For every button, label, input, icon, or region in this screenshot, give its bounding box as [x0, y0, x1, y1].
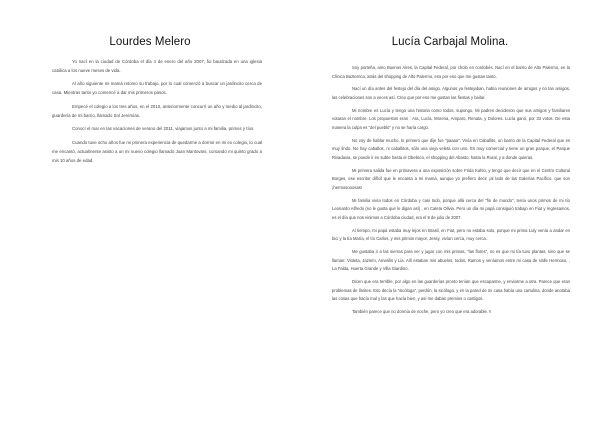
left-paragraph-3: Empecé el colegio a los tres años, en el 2010, anteriormente concurrí un año y medio al jardincito, guardería de mi barrio, llamado Sol Jeremías.: [52, 103, 262, 118]
right-page-title: Lucía Carbajal Molina.: [391, 36, 509, 48]
left-paragraph-2: Al año siguiente mi mamá retomo su trabajo, por lo cual comenzó a buscar un jardincito cerca de casa. Mientras tanto yo comencé a dar mis primeros pasos.: [52, 81, 262, 96]
right-paragraph-6: Mi familia vivía todos en Córdoba y casi todo, porque allá cerca del "fin de mundo", tenía unos primos de mi tío Leonardo Alfredo (no le gusta que le digan así) , en Caleta Olivia. Pero un día mi papá consiguió trabajo en Fiat y regresamos, es el día que nos vinimos a Córdoba ciudad, era el 9 de julio de 2007.: [332, 197, 570, 220]
left-paragraph-5: Cuando tuve ocho años fue mi primera experiencia de quedarme a dormir en mi ex colegio, lo cual me encantó, actualmente asisto a un mi nuevo colegio llamado Juan Mantovani, cursando mi quinto grado a mis 10 años de edad.: [52, 139, 262, 163]
right-paragraph-2: Nací un día antes del festejo del día del amigo. Algunos ya festejaban, había reuniones de amigos y no tan amigos, las celebraciones son a veces así. Creo que por eso me gustan las fiestas y bailar.: [332, 86, 570, 100]
right-paragraph-10: También parece que no dormía de noche, pero yo creo que era adorable. !!: [352, 308, 492, 314]
left-page-body: [52, 57, 262, 169]
right-page-body: [332, 64, 570, 321]
left-paragraph-4: Conocí el mar en las vacaciones de verano del 2011, viajamos junto a mi familia, primos y tíos.: [72, 126, 255, 132]
right-page: [300, 0, 600, 424]
right-paragraph-3: Mi nombre es Lucía y tengo una historia como todos, supongo. Mi padres decidieron que sus amigos y familiares votaran el nombre. Los propuestos eran : Ara, Lucía, Morena, Amparo, Renata, y Dolores. Lucía ganó, por 33 votos. De esta manera la culpa es "del pueblo" y no se haría cargo.: [332, 107, 570, 130]
right-paragraph-9: Dicen que era terrible, por algo en las guarderías pronto tenían que escaparme, y enviarme a otra. Parece que eran problemas de límites. Eso decía la "sicóloga", perdón, la sicóloga, y en la pared de mi casa había una cartulina, donde anotaba las cosas que hacía mal y las que hacía bien, y así me daban premios o castigos.: [332, 278, 570, 302]
right-paragraph-4: No voy de hablar mucho, lo primero que dije fue "paaaa", Vivía en Caballito, un barrio de la Capital Federal que es muy lindo. No hay caballos, ni caballitos, sólo una vieja veleta con uno. Es muy comercial y tiene un gran parque, el Parque Rivadavia, se puede ir en subte hasta el Obelisco, el shopping del Abasto, hasta la Rural, y a donde quieras.: [332, 137, 570, 160]
right-paragraph-5: Mi primera salida fue en primavera a una exposición sobre Frida Kahlo, y tengo que decir que en el Centro Cultural Borges, ese escritor difícil que le encanta a mi mamá, aunque yo prefiero decir ¡al lado de las Galerías Pacífico, que son ¡hermosooosas!: [332, 167, 570, 190]
left-page-title: Lourdes Melero: [109, 36, 191, 48]
right-paragraph-1: Soy porteña, amo Buenos Aires, la Capital Federal, por cholo en cordobés. Nací en el barrio de Alto Palermo, en la Clínica Bazterrica, atrás del shopping de Alto Palermo, eso por eso que me gustan tanto.: [332, 65, 570, 79]
right-paragraph-7: Al tiempo, mi papá estaba muy lejos en Brasil, en Fiat, pero no estaba solo, porque mi prima Luly venía a andar en bici y la tía María, el tío Carlos, y mis primos mayor, Jessy, vivían cerca, muy cerca.: [332, 227, 570, 242]
left-paragraph-1: Yo nací en la ciudad de Córdoba el día 4 de enero del año 2007, fui bautizada en una iglesia católica a los nueve meses de vida.: [52, 59, 262, 74]
right-paragraph-8: Me gustaba ir a las sierras para ver y jugar con mis primas, "las flores", no es que mi tía tuvo plantas, sino que se llaman: Violeta, Jazmín, Amarilis y Lia. Allí estaban mis abuelos, todos, Ramos y veníamos entre mi casa de Valle Hermoso, , La Falda, Huerta Grande y Villa Giardino.: [332, 249, 570, 272]
